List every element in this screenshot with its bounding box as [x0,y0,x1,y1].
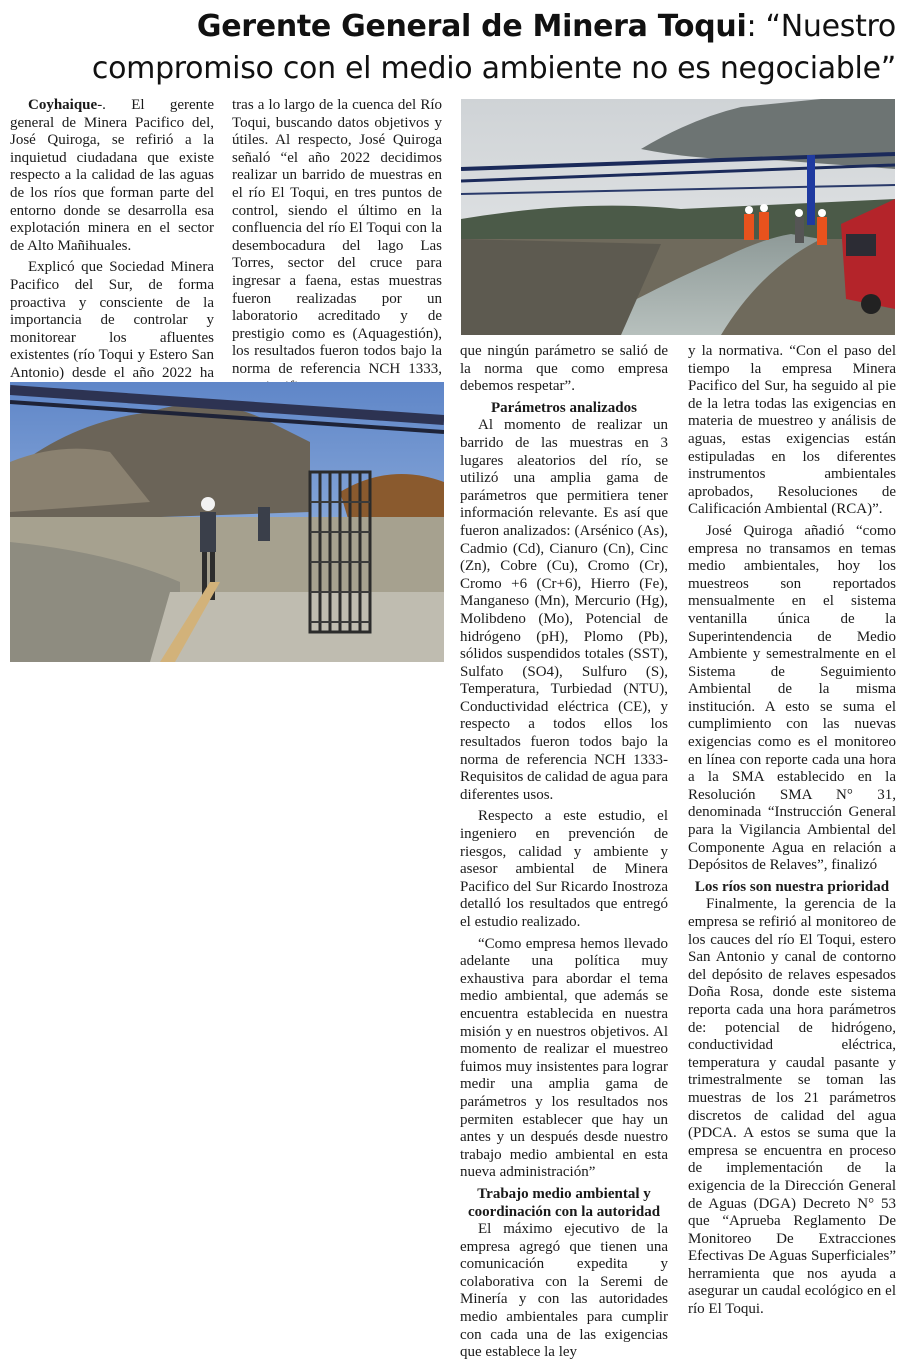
subheading-parametros: Parámetros analizados [491,399,637,416]
column-3 [460,343,668,1366]
col3-p5: El máximo ejecutivo de la empresa agregó que tienen una comunicación expedita y colaborativa con la Seremi de Minería y con las autoridades medio ambientales para cumplir con cada una de las exigencias que establece la ley [460,1221,668,1361]
col1-p1: -. El gerente general de Minera Pacifico del, José Quiroga, se refirió a la inquietud ciudadana que existe respecto a la calidad de las aguas de los ríos que forman parte del entorno donde se desarrolla esa explotación minera en el sector de Alto Mañihuales. [10,97,214,254]
rebar-cage [310,472,370,632]
headline-bold: Gerente General de Minera Toqui [196,9,747,44]
col1-p2: Explicó que Sociedad Minera Pacifico del Sur, de forma proactiva y consciente de la importancia de controlar y monitorear los afluentes existentes (río Toqui y Estero San Antonio) desde el año 2022 ha [10,259,214,381]
photo-construction-site [10,382,444,662]
col4-p3: Finalmente, la gerencia de la empresa se refirió al monitoreo de los cauces del río El Toqui, estero San Antonio y canal de contorno del depósito de relaves espesados Doña Rosa, donde este sistema reporta cada una hora parámetros de: potencial de hidrógeno, conductividad eléctrica, temperatura y caudal pasante y trimestralmente se toman las muestras de los 21 parámetros discretos de calidad del agua (PDCA. A estos se suma que la empresa se encuentra en proceso de implementación de la exigencia de la Dirección General de Aguas (DGA) Decreto N° 53 que “Aprueba Reglamento De Monitoreo De Extracciones Efectivas De Aguas Superficiales” herramienta que nos ayuda a asegurar un caudal ecológico en el río El Toqui. [688,896,896,1318]
paragraph [10,97,214,255]
col3-p2: Al momento de realizar un barrido de las muestras en 3 lugares aleatorios del río, se utilizó una amplia gama de parámetros que permitiera tener información relevante. Es así que fueron analizados: (Arsénico (As), Cadmio (Cd), Cianuro (Cn), Cinc (Zn), Cobre (Cu), Cromo (Cr), Cromo +6 (Cr+6), Hierro (Fe), Manganeso (Mn), Mercurio (Hg), Molibdeno (Mo), Potencial de hidrógeno (pH), Plomo (Pb), sólidos suspendidos totales (SST), Sulfato (SO4), Sulfuro (S), Temperatura, Turbiedad (NTU), Conductividad eléctrica (CE), y respecto a todos ellos los resultados fueron todos bajo la norma de referencia NCH 1333-Requisitos de calidad de agua para diferentes usos. [460,417,668,803]
col4-p2: José Quiroga añadió “como empresa no transamos en temas medio ambientales, hoy los muestreos son reportados mensualmente en el sistema ventanilla única de la Superintendencia de Medio Ambiente y semestralmente en el Sistema de Seguimiento Ambiental de la misma institución. A esto se suma el cumplimiento con las nuevas exigencias como es el monitoreo en línea con reporte cada una hora a la SMA establecido en la Resolución SMA N° 31, denominada “Instrucción General para la Vigilancia Ambiental del Componente Agua en relación a Depósitos de Relaves”, finalizó [688,522,896,874]
column-1 [10,97,214,404]
col3-p3: Respecto a este estudio, el ingeniero en prevención de riesgos, calidad y ambiente y asesor ambiental de Minera Pacifico del Sur Ricardo Inostroza detalló los resultados que entregó el estudio realizado. [460,808,668,930]
column-2 [232,97,442,400]
col3-p4: “Como empresa hemos llevado adelante una política muy exhaustiva para abordar el tema medio ambiental, que además se encuentra establecida en nuestra misión y en nuestros objetivos. Al momento de realizar el muestreo fuimos muy insistentes para lograr medir una amplia gama de parámetros y los resultados nos permiten establecer que hay un antes y un después desde nuestro trabajo medio ambiental en esta nueva administración” [460,935,668,1181]
column-4 [688,343,896,1323]
col3-p1: que ningún parámetro se salió de la norma que como empresa debemos respetar”. [460,343,668,395]
dateline: Coyhaique [28,97,98,113]
photo-river-bridge [461,99,895,335]
subheading-rios: Los ríos son nuestra prioridad [694,878,890,895]
headline-quote: : “Nuestro compromiso con el medio ambiente no es negociable” [91,9,896,86]
col4-p1: y la normativa. “Con el paso del tiempo la empresa Minera Pacifico del Sur, ha seguido al pie de la letra todas las exigencias en materia de muestreo y análisis de aguas, estas exigencias están estipuladas en los diferentes instrumentos ambientales aprobados, Resoluciones de Calificación Ambiental (RCA)”. [688,343,896,518]
col2-p1: tras a lo largo de la cuenca del Río Toqui, buscando datos objetivos y útiles. Al respecto, José Quiroga señaló “el año 2022 decidimos realizar un barrido de muestras en el río El Toqui, en tres puntos de control, siendo el último en la confluencia del río El Toqui con la desembocadura del lago Las Torres, sector del cruce para ingresar a faena, estas muestras fueron realizadas por un laboratorio acreditado y de prestigio como es (Aquagestión), los resultados fueron todos bajo la norma de referencia NCH 1333, [232,97,442,377]
headline [30,6,896,90]
subheading-trabajo: Trabajo medio ambiental y coordinación con la autoridad [467,1185,661,1220]
